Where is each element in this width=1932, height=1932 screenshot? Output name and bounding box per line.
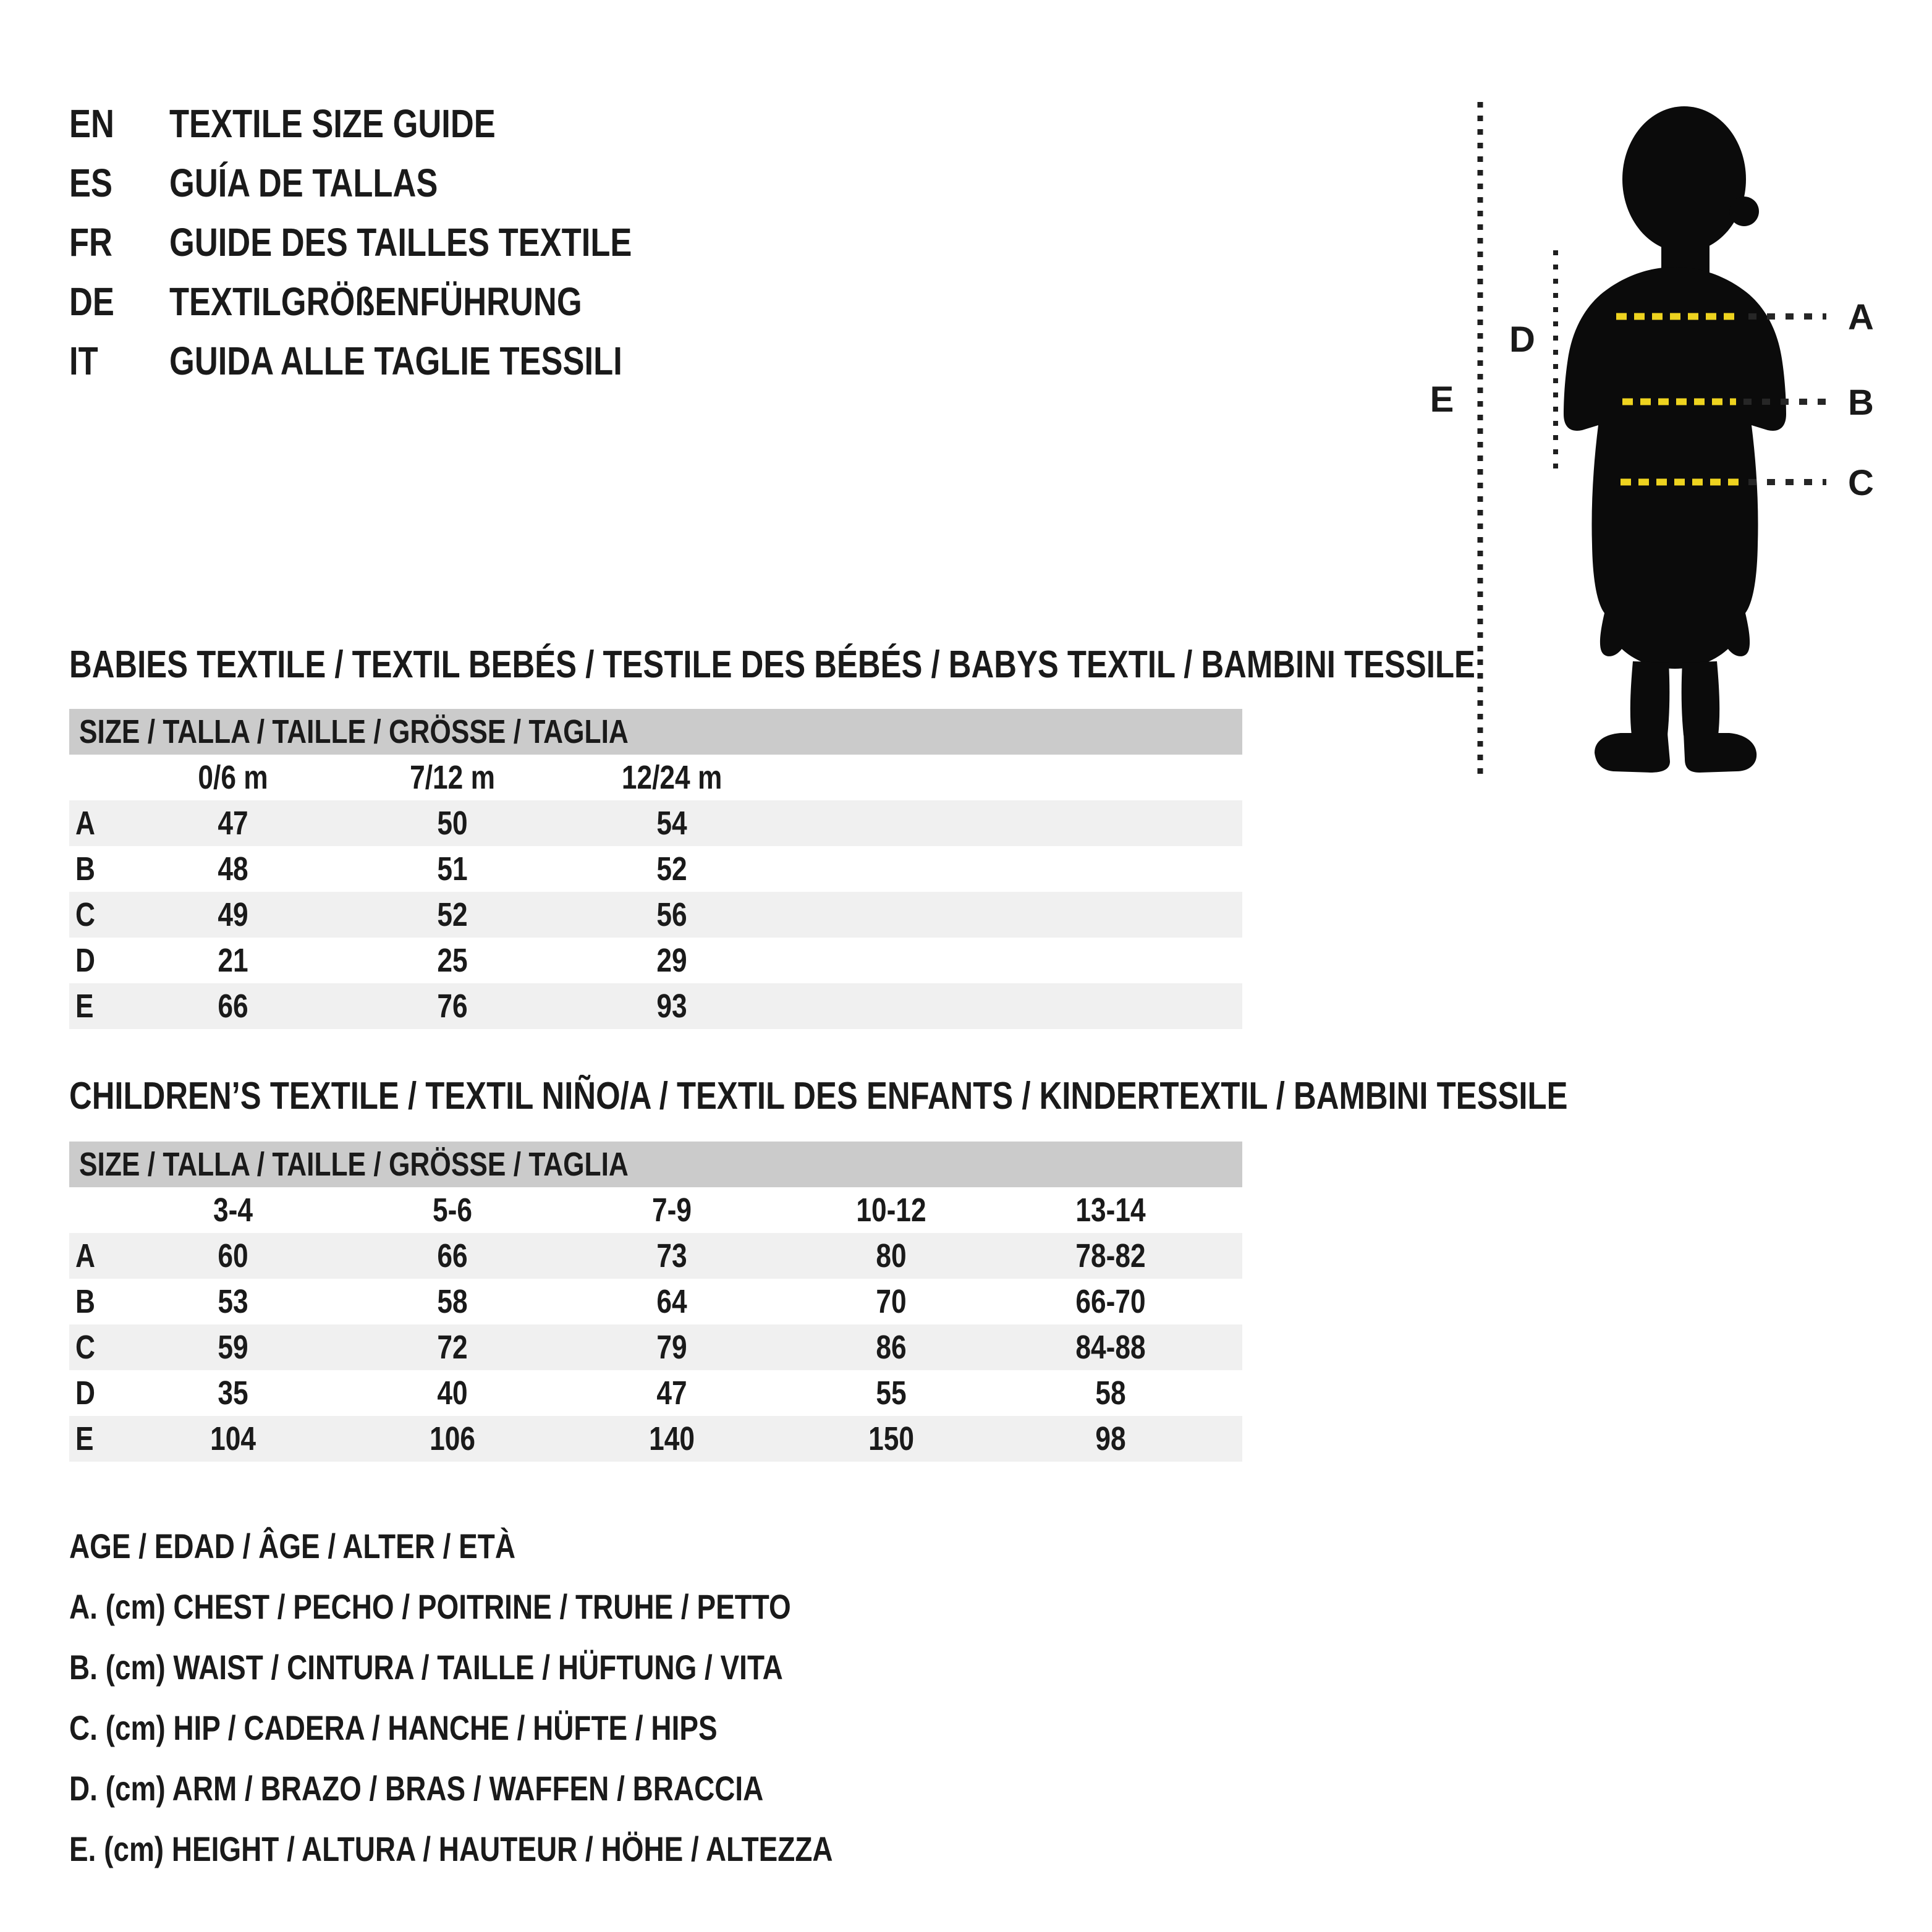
row-label: E xyxy=(75,1420,94,1457)
table-cell: 56 xyxy=(656,896,688,933)
babies-column-headers xyxy=(69,755,1242,800)
table-cell: 40 xyxy=(437,1375,468,1412)
label-a: A xyxy=(1848,297,1874,337)
column-header: 3-4 xyxy=(213,1192,253,1229)
row-label: A xyxy=(75,805,95,842)
column-header: 5-6 xyxy=(433,1192,473,1229)
children-column-headers xyxy=(69,1187,1242,1233)
row-label: D xyxy=(75,942,95,979)
row-label: C xyxy=(75,896,95,933)
table-cell: 72 xyxy=(437,1329,468,1366)
table-row xyxy=(69,846,1242,892)
column-header: 7/12 m xyxy=(410,759,496,796)
babies-section-title: BABIES TEXTILE / TEXTIL BEBÉS / TESTILE DES BÉBÉS / BABYS TEXTIL / BAMBINI TESSILE xyxy=(69,643,1475,686)
label-c: C xyxy=(1848,463,1874,503)
table-cell: 76 xyxy=(437,988,468,1025)
children-table-header-bar: SIZE / TALLA / TAILLE / GRÖSSE / TAGLIA xyxy=(69,1142,1242,1187)
table-row xyxy=(69,938,1242,983)
babies-table-rows xyxy=(69,800,1242,1029)
table-row xyxy=(69,1370,1242,1416)
language-code: EN xyxy=(69,101,114,146)
table-cell: 47 xyxy=(656,1375,688,1412)
row-label: B xyxy=(75,1283,95,1320)
legend-item: A. (cm) CHEST / PECHO / POITRINE / TRUHE / PETTO xyxy=(69,1587,791,1626)
children-section-title: CHILDREN’S TEXTILE / TEXTIL NIÑO/A / TEXTIL DES ENFANTS / KINDERTEXTIL / BAMBINI TESSILE xyxy=(69,1074,1568,1117)
table-cell: 51 xyxy=(437,850,468,888)
table-cell: 58 xyxy=(1095,1375,1127,1412)
table-cell: 104 xyxy=(210,1420,256,1457)
column-header: 13-14 xyxy=(1075,1192,1146,1229)
language-code: FR xyxy=(69,220,112,265)
legend-item: B. (cm) WAIST / CINTURA / TAILLE / HÜFTUNG / VITA xyxy=(69,1647,783,1687)
table-row xyxy=(69,1324,1242,1370)
language-code: IT xyxy=(69,339,98,383)
legend-item: D. (cm) ARM / BRAZO / BRAS / WAFFEN / BRACCIA xyxy=(69,1768,764,1808)
language-title: TEXTILE SIZE GUIDE xyxy=(169,101,496,146)
language-row xyxy=(69,272,734,331)
babies-table-header-bar: SIZE / TALLA / TAILLE / GRÖSSE / TAGLIA xyxy=(69,709,1242,755)
row-label: B xyxy=(75,850,95,888)
table-row xyxy=(69,983,1242,1029)
language-row xyxy=(69,331,734,391)
table-cell: 25 xyxy=(437,942,468,979)
column-header-spacer xyxy=(69,1187,124,1233)
language-row xyxy=(69,94,734,153)
legend-item: C. (cm) HIP / CADERA / HANCHE / HÜFTE / HIPS xyxy=(69,1708,718,1747)
table-row xyxy=(69,1233,1242,1279)
table-cell: 53 xyxy=(218,1283,249,1320)
table-row xyxy=(69,1279,1242,1324)
row-label: E xyxy=(75,988,94,1025)
table-cell: 78-82 xyxy=(1075,1237,1146,1274)
table-row xyxy=(69,800,1242,846)
row-label: C xyxy=(75,1329,95,1366)
table-cell: 59 xyxy=(218,1329,249,1366)
table-row xyxy=(69,892,1242,938)
table-cell: 106 xyxy=(430,1420,476,1457)
table-cell: 66 xyxy=(218,988,249,1025)
column-header-spacer xyxy=(69,755,124,800)
table-cell: 58 xyxy=(437,1283,468,1320)
table-cell: 47 xyxy=(218,805,249,842)
row-label: A xyxy=(75,1237,95,1274)
language-title: GUIDA ALLE TAGLIE TESSILI xyxy=(169,339,622,383)
language-title: GUÍA DE TALLAS xyxy=(169,161,438,205)
column-header: 0/6 m xyxy=(198,759,269,796)
language-row xyxy=(69,213,734,272)
table-cell: 70 xyxy=(876,1283,907,1320)
column-header: 10-12 xyxy=(856,1192,927,1229)
measurement-legend xyxy=(69,1515,1001,1879)
table-cell: 35 xyxy=(218,1375,249,1412)
label-b: B xyxy=(1848,383,1874,423)
table-row xyxy=(69,1416,1242,1462)
label-d: D xyxy=(1509,320,1535,360)
language-title: TEXTILGRÖßENFÜHRUNG xyxy=(169,279,582,324)
legend-age-line: AGE / EDAD / ÂGE / ALTER / ETÀ xyxy=(69,1526,516,1566)
table-cell: 66 xyxy=(437,1237,468,1274)
table-cell: 60 xyxy=(218,1237,249,1274)
table-cell: 66-70 xyxy=(1075,1283,1146,1320)
table-cell: 86 xyxy=(876,1329,907,1366)
table-cell: 79 xyxy=(656,1329,688,1366)
table-cell: 50 xyxy=(437,805,468,842)
table-cell: 64 xyxy=(656,1283,688,1320)
column-header: 12/24 m xyxy=(622,759,722,796)
language-title-list xyxy=(69,94,734,391)
legend-item: E. (cm) HEIGHT / ALTURA / HAUTEUR / HÖHE / ALTEZZA xyxy=(69,1829,833,1868)
table-cell: 55 xyxy=(876,1375,907,1412)
table-cell: 52 xyxy=(656,850,688,888)
table-cell: 48 xyxy=(218,850,249,888)
column-header: 7-9 xyxy=(652,1192,692,1229)
table-cell: 49 xyxy=(218,896,249,933)
table-cell: 84-88 xyxy=(1075,1329,1146,1366)
table-cell: 73 xyxy=(656,1237,688,1274)
children-table-rows xyxy=(69,1233,1242,1462)
language-row xyxy=(69,153,734,213)
table-cell: 52 xyxy=(437,896,468,933)
language-code: DE xyxy=(69,279,114,324)
table-cell: 21 xyxy=(218,942,249,979)
label-e: E xyxy=(1430,379,1454,420)
language-title: GUIDE DES TAILLES TEXTILE xyxy=(169,220,632,265)
row-label: D xyxy=(75,1375,95,1412)
table-cell: 150 xyxy=(868,1420,915,1457)
measurement-figure xyxy=(1418,87,1931,803)
table-cell: 98 xyxy=(1095,1420,1127,1457)
table-cell: 80 xyxy=(876,1237,907,1274)
table-cell: 54 xyxy=(656,805,688,842)
table-cell: 140 xyxy=(649,1420,695,1457)
table-cell: 29 xyxy=(656,942,688,979)
language-code: ES xyxy=(69,161,113,205)
table-cell: 93 xyxy=(656,988,688,1025)
